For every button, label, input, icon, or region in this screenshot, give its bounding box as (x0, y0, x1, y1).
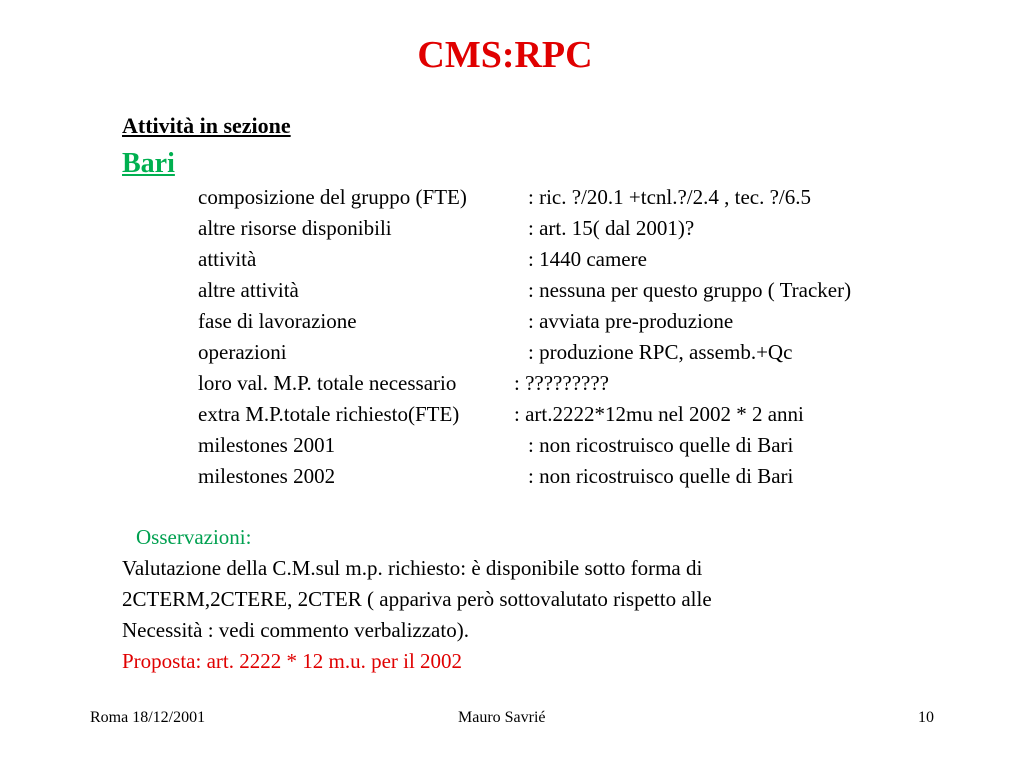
proposal-line: Proposta: art. 2222 * 12 m.u. per il 2002 (122, 649, 463, 673)
info-value: : nessuna per questo gruppo ( Tracker) (528, 278, 852, 302)
footer-page-number: 10 (918, 709, 934, 726)
info-label: extra M.P.totale richiesto(FTE) (198, 402, 460, 426)
info-value: : art. 15( dal 2001)? (528, 216, 695, 240)
slide-title: CMS:RPC (417, 34, 593, 76)
observations-heading: Osservazioni: (136, 525, 252, 549)
observations-line: 2CTERM,2CTERE, 2CTER ( appariva però sottovalutato rispetto alle (122, 587, 712, 611)
info-value: : avviata pre-produzione (528, 309, 734, 333)
footer-date: Roma 18/12/2001 (90, 709, 206, 726)
info-value: : produzione RPC, assemb.+Qc (528, 340, 793, 364)
info-value: : non ricostruisco quelle di Bari (528, 433, 794, 457)
info-label: composizione del gruppo (FTE) (198, 185, 467, 209)
section-heading: Attività in sezione (122, 113, 291, 138)
info-label: milestones 2001 (198, 433, 336, 457)
info-value: : 1440 camere (528, 247, 647, 271)
info-value: : ric. ?/20.1 +tcnl.?/2.4 , tec. ?/6.5 (528, 185, 812, 209)
info-label: loro val. M.P. totale necessario (198, 371, 457, 395)
info-value: : non ricostruisco quelle di Bari (528, 464, 794, 488)
info-label: fase di lavorazione (198, 309, 357, 333)
info-label: attività (198, 247, 257, 271)
info-label: altre attività (198, 278, 299, 302)
observations-text (122, 553, 882, 677)
info-value: : art.2222*12mu nel 2002 * 2 anni (514, 402, 804, 426)
info-label: altre risorse disponibili (198, 216, 392, 240)
info-label: operazioni (198, 340, 287, 364)
observations-line: Necessità : vedi commento verbalizzato). (122, 618, 469, 642)
footer-author: Mauro Savrié (458, 709, 546, 726)
observations-line: Valutazione della C.M.sul m.p. richiesto: è disponibile sotto forma di (122, 556, 703, 580)
location-heading: Bari (122, 148, 175, 179)
info-label: milestones 2002 (198, 464, 336, 488)
info-value: : ????????? (514, 371, 609, 395)
